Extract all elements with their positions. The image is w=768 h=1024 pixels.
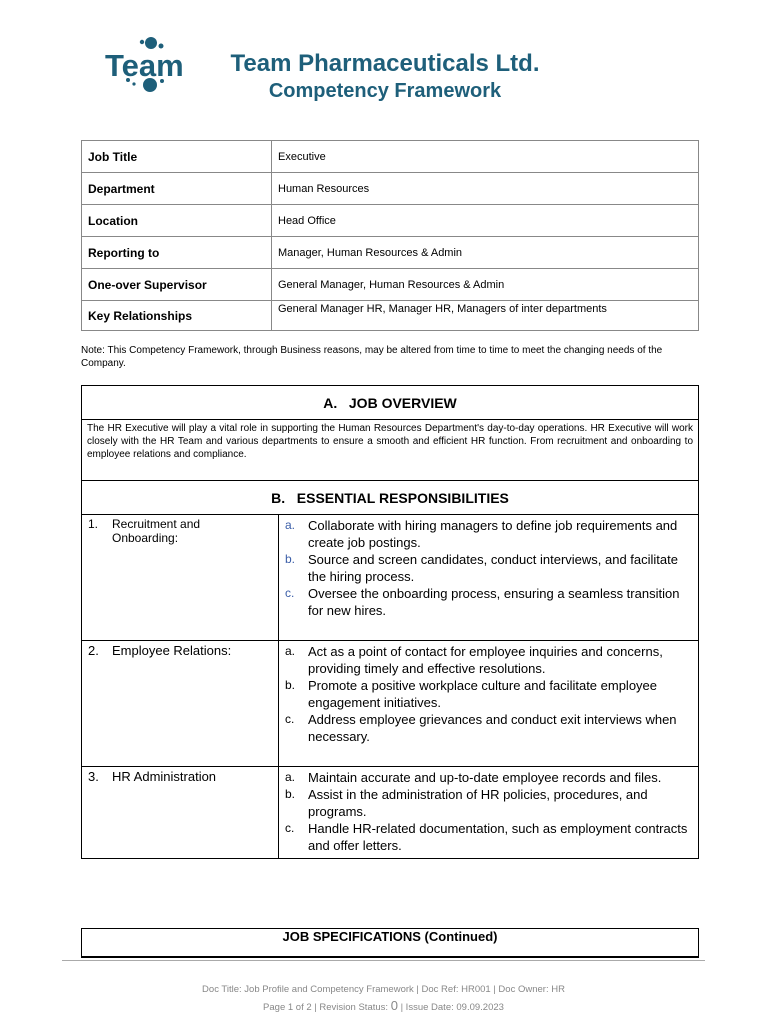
responsibility-items <box>279 641 699 767</box>
info-row <box>82 173 699 205</box>
list-item <box>285 769 692 786</box>
footer-page: Page 1 of 2 <box>263 1002 312 1013</box>
info-row <box>82 205 699 237</box>
document-header <box>0 0 768 120</box>
item-letter: c. <box>285 586 295 600</box>
logo-wordmark: Team <box>105 48 184 83</box>
category-title: Employee Relations: <box>112 643 232 658</box>
footer-revision-value: 0 <box>390 998 398 1013</box>
responsibility-items <box>279 515 699 641</box>
category-number: 2. <box>88 643 99 658</box>
info-row <box>82 301 699 331</box>
info-value: Head Office <box>272 205 699 237</box>
item-text: Maintain accurate and up-to-date employee records and files. <box>308 770 662 785</box>
item-text: Promote a positive workplace culture and facilitate employee engagement initiatives. <box>308 678 658 710</box>
info-label: Reporting to <box>82 237 272 269</box>
section-letter: B. <box>271 489 286 506</box>
responsibility-category <box>82 641 279 767</box>
item-letter: a. <box>285 518 296 532</box>
framework-note: Note: This Competency Framework, through Business reasons, may be altered from time to time to meet the changing needs of the Company. <box>81 345 663 369</box>
item-letter: a. <box>285 770 296 784</box>
item-text: Act as a point of contact for employee inquiries and concerns, providing timely and effective resolutions. <box>308 644 663 676</box>
list-item <box>285 677 692 711</box>
info-value: General Manager HR, Manager HR, Managers of inter departments <box>272 301 699 331</box>
item-letter: c. <box>285 821 295 835</box>
section-heading-overview <box>82 386 699 420</box>
responsibility-row <box>82 641 699 767</box>
competency-table <box>81 385 699 859</box>
responsibility-items <box>279 767 699 859</box>
section-heading-responsibilities <box>82 481 699 515</box>
list-item <box>285 643 692 677</box>
footer-issue-date: | Issue Date: 09.09.2023 <box>400 1002 504 1013</box>
responsibility-category <box>82 515 279 641</box>
list-item <box>285 711 692 745</box>
section-title: JOB OVERVIEW <box>348 394 457 411</box>
item-text: Source and screen candidates, conduct interviews, and facilitate the hiring process. <box>308 552 678 584</box>
item-letter: a. <box>285 644 296 658</box>
list-item <box>285 585 692 619</box>
category-number: 1. <box>88 517 99 531</box>
section-title: ESSENTIAL RESPONSIBILITIES <box>296 489 509 506</box>
info-row <box>82 141 699 173</box>
list-item <box>285 820 692 854</box>
info-label: Location <box>82 205 272 237</box>
info-value: Executive <box>272 141 699 173</box>
section-letter: A. <box>323 394 338 411</box>
document-subtitle: Competency Framework <box>268 80 502 102</box>
info-label: Department <box>82 173 272 205</box>
info-row <box>82 269 699 301</box>
list-item <box>285 551 692 585</box>
footer-revision-label: | Revision Status: <box>314 1002 389 1013</box>
info-label: One-over Supervisor <box>82 269 272 301</box>
list-item <box>285 786 692 820</box>
responsibility-category <box>82 767 279 859</box>
footer-doc-info: Doc Title: Job Profile and Competency Framework | Doc Ref: HR001 | Doc Owner: HR <box>202 984 565 995</box>
item-letter: c. <box>285 712 295 726</box>
responsibility-row <box>82 515 699 641</box>
footer-divider <box>62 960 705 961</box>
item-letter: b. <box>285 787 296 801</box>
job-overview-text: The HR Executive will play a vital role in supporting the Human Resources Department's day-to-day operations. HR Executive will work closely with the HR Team and various departments to ensure a smooth and efficient HR function. From recruitment and onboarding to employee relations and compliance. <box>82 420 699 481</box>
info-value: Human Resources <box>272 173 699 205</box>
info-value: Manager, Human Resources & Admin <box>272 237 699 269</box>
job-specifications-heading: JOB SPECIFICATIONS (Continued) <box>81 928 699 958</box>
info-label: Key Relationships <box>82 301 272 331</box>
item-text: Oversee the onboarding process, ensuring a seamless transition for new hires. <box>308 586 680 618</box>
info-value: General Manager, Human Resources & Admin <box>272 269 699 301</box>
item-text: Address employee grievances and conduct exit interviews when necessary. <box>308 712 677 744</box>
item-text: Handle HR-related documentation, such as employment contracts and offer letters. <box>308 821 688 853</box>
footer-page-info <box>62 998 705 1013</box>
item-text: Collaborate with hiring managers to define job requirements and create job postings. <box>308 518 678 550</box>
company-name: Team Pharmaceuticals Ltd. <box>230 50 540 77</box>
category-number: 3. <box>88 769 99 784</box>
list-item <box>285 517 692 551</box>
item-letter: b. <box>285 552 296 566</box>
info-label: Job Title <box>82 141 272 173</box>
item-letter: b. <box>285 678 296 692</box>
category-title: HR Administration <box>112 769 217 784</box>
info-row <box>82 237 699 269</box>
responsibility-row <box>82 767 699 859</box>
category-title: Recruitment and Onboarding: <box>112 517 201 545</box>
item-text: Assist in the administration of HR policies, procedures, and programs. <box>308 787 648 819</box>
job-info-table <box>81 140 699 331</box>
